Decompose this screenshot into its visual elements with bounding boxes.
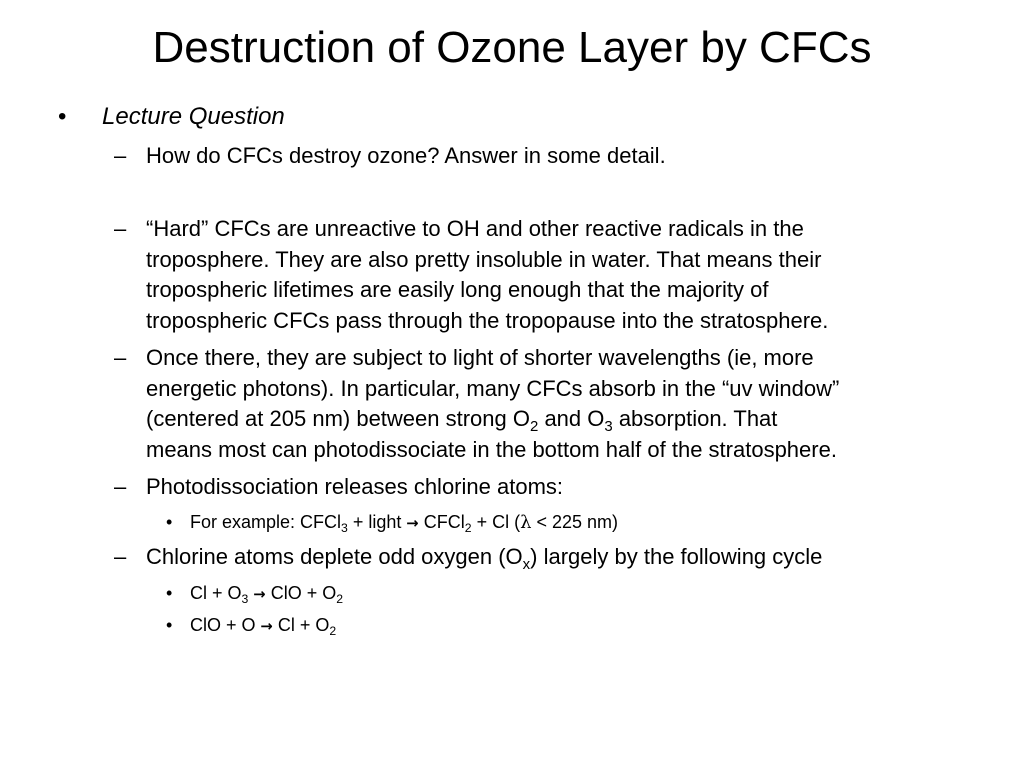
reaction-arrow-icon: → bbox=[260, 618, 273, 635]
once-there-line-4: means most can photodissociate in the bottom half of the stratosphere. bbox=[146, 436, 837, 462]
example-reaction: For example: CFCl$_3$ + light → CFCl$_2$ + Cl (λ < 225 nm) bbox=[190, 512, 619, 535]
question-text: How do CFCs destroy ozone? Answer in some detail. bbox=[146, 143, 666, 168]
dash-marker: – bbox=[114, 143, 127, 168]
photodissociation-text: Photodissociation releases chlorine atoms: bbox=[146, 474, 564, 499]
once-there-line-2: energetic photons). In particular, many CFCs absorb in the “uv window” bbox=[146, 375, 840, 401]
once-there-line-3: (centered at 205 nm) between strong $O_2$ and $O_3$ absorption. That bbox=[146, 406, 778, 435]
sub-bullet-marker: • bbox=[166, 615, 173, 635]
dash-marker: – bbox=[114, 474, 127, 499]
dash-marker: – bbox=[114, 544, 127, 569]
reaction-1: $Cl + O_3$ → ClO + $O_2$ bbox=[190, 583, 344, 606]
sub-bullet-marker: • bbox=[166, 512, 173, 532]
hard-cfcs-line-3: tropospheric lifetimes are easily long enough that the majority of bbox=[146, 277, 769, 302]
sub-bullet-marker: • bbox=[166, 583, 173, 603]
reaction-arrow-icon: → bbox=[406, 515, 419, 532]
hard-cfcs-line-4: tropospheric CFCs pass through the tropopause into the stratosphere. bbox=[146, 307, 829, 333]
cycle-intro: Chlorine atoms deplete odd oxygen $(O_x)$ largely by the following cycle bbox=[146, 544, 823, 573]
slide-title: Destruction of Ozone Layer by CFCs bbox=[152, 23, 872, 72]
hard-cfcs-line-2: troposphere. They are also pretty insoluble in water. That means their bbox=[146, 246, 822, 272]
dash-marker: – bbox=[114, 345, 127, 370]
reaction-arrow-icon: → bbox=[253, 586, 266, 603]
lecture-question-heading: Lecture Question bbox=[102, 103, 285, 130]
hard-cfcs-line-1: “Hard” CFCs are unreactive to OH and other reactive radicals in the bbox=[146, 216, 804, 241]
once-there-line-1: Once there, they are subject to light of shorter wavelengths (ie, more bbox=[146, 345, 814, 370]
reaction-2: ClO + $O \to Cl + O_2$ bbox=[190, 615, 337, 638]
dash-marker: – bbox=[114, 216, 127, 241]
bullet-marker: • bbox=[58, 103, 67, 130]
